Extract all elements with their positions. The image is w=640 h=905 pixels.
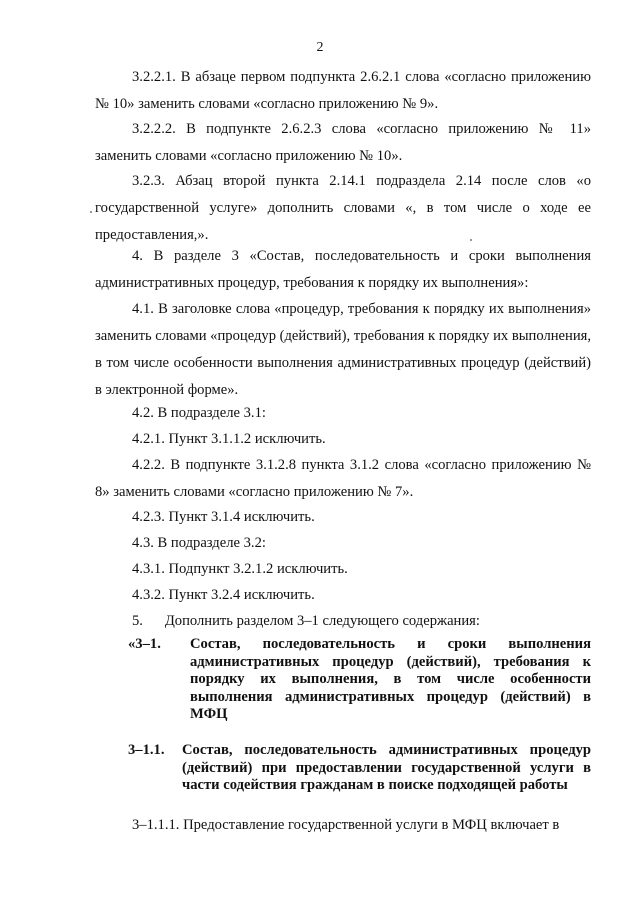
section-heading-3-1-1-number: 3–1.1. xyxy=(128,742,165,758)
section-heading-3-1-1 xyxy=(128,742,591,795)
paragraph-4-3-1: 4.3.1. Подпункт 3.2.1.2 исключить. xyxy=(132,561,348,577)
paragraph-4-2: 4.2. В подразделе 3.1: xyxy=(132,405,266,421)
paragraph-4-3-2: 4.3.2. Пункт 3.2.4 исключить. xyxy=(132,587,315,603)
paragraph-4-2-3: 4.2.3. Пункт 3.1.4 исключить. xyxy=(132,509,315,525)
scan-speck xyxy=(470,239,472,241)
page-number: 2 xyxy=(316,40,324,55)
section-heading-3-1-1-text: Состав, последовательность административных процедур (действий) при предоставлении государственной услуги в части содействия гражданам в поиске подходящей работы xyxy=(182,742,591,793)
paragraph-3-2-2-2: 3.2.2.2. В подпункте 2.6.2.3 слова «согласно приложению № 11» заменить словами «согласно приложению № 10». xyxy=(95,121,591,164)
paragraph-3-2-2-1: 3.2.2.1. В абзаце первом подпункта 2.6.2.1 слова «согласно приложению № 10» заменить словами «согласно приложению № 9». xyxy=(95,69,591,112)
paragraph-4-3: 4.3. В подразделе 3.2: xyxy=(132,535,266,551)
section-heading-3-1-text: Состав, последовательность и сроки выполнения административных процедур (действий), требования к порядку их выполнения, в том числе особенности выполнения административных процедур (действий) в МФЦ xyxy=(190,636,591,722)
paragraph-5: 5. Дополнить разделом 3–1 следующего содержания: xyxy=(132,613,480,629)
section-heading-3-1 xyxy=(128,636,591,724)
paragraph-4-1: 4.1. В заголовке слова «процедур, требования к порядку их выполнения» заменить словами «процедур (действий), требования к порядку их выполнения, в том числе особенности выполнения административных процедур (действий) в электронной форме». xyxy=(95,301,591,398)
paragraph-4-2-2: 4.2.2. В подпункте 3.1.2.8 пункта 3.1.2 слова «согласно приложению № 8» заменить словами «согласно приложению № 7». xyxy=(95,457,591,500)
paragraph-3-2-3: 3.2.3. Абзац второй пункта 2.14.1 подраздела 2.14 после слов «о государственной услуге» дополнить словами «, в том числе о ходе ее предоставления,». xyxy=(95,173,591,243)
scan-speck xyxy=(90,211,92,213)
paragraph-4-2-1: 4.2.1. Пункт 3.1.1.2 исключить. xyxy=(132,431,326,447)
paragraph-4: 4. В разделе 3 «Состав, последовательность и сроки выполнения административных процедур, требования к порядку их выполнения»: xyxy=(95,248,591,291)
paragraph-3-1-1-1: 3–1.1.1. Предоставление государственной услуги в МФЦ включает в xyxy=(132,817,560,833)
section-heading-3-1-number: «3–1. xyxy=(128,636,161,652)
